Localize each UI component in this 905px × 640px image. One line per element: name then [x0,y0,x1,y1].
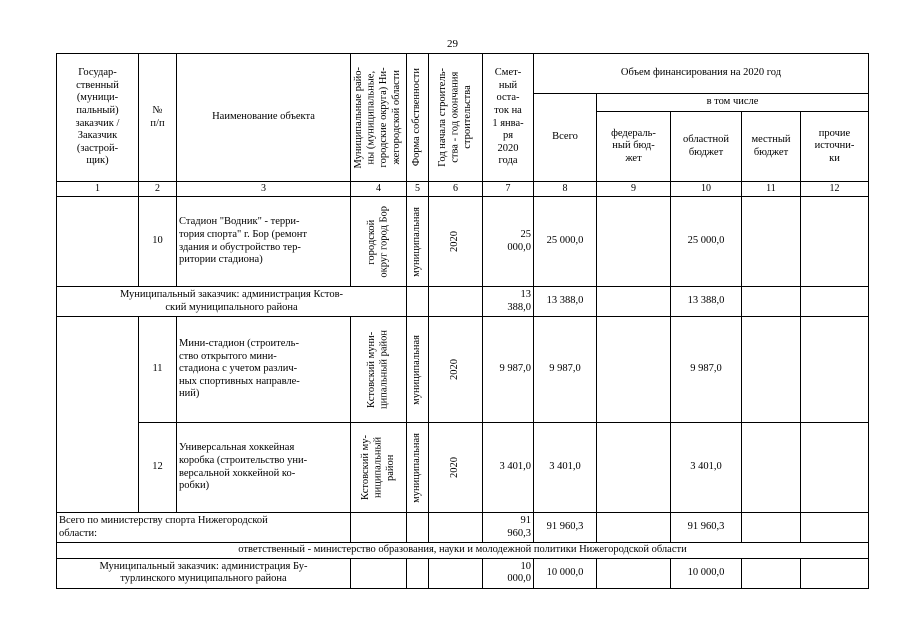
cell-balance: 25 000,0 [483,197,534,287]
header-district: Муниципальные райо- ны (муниципальные, городские округа) Ни- жегородской области [353,66,403,169]
cell-federal [597,287,671,317]
cell-year: 2020 [449,231,461,252]
column-number: 4 [351,182,407,197]
cell-district-cell [351,423,407,513]
cell-ownership-cell [407,423,429,513]
column-number: 7 [483,182,534,197]
cell-customer-empty [57,197,139,287]
header-district-cell [351,54,407,182]
cell-balance: 91 960,3 [483,513,534,543]
cell-regional: 3 401,0 [671,423,742,513]
cell-other [801,317,869,423]
cell-ownership: муниципальная [411,334,423,405]
cell-empty [429,513,483,543]
column-number: 1 [57,182,139,197]
cell-regional: 10 000,0 [671,558,742,588]
header-including: в том числе [597,94,869,112]
cell-num: 11 [139,317,177,423]
column-number: 10 [671,182,742,197]
cell-num: 12 [139,423,177,513]
cell-balance: 9 987,0 [483,317,534,423]
cell-federal [597,513,671,543]
header-funding: Объем финансирования на 2020 год [534,54,869,94]
column-number: 5 [407,182,429,197]
header-object-name: Наименование объекта [177,54,351,182]
cell-ownership-cell [407,197,429,287]
cell-num: 10 [139,197,177,287]
header-ownership-cell [407,54,429,182]
header-total: Всего [534,94,597,182]
header-estimated-balance: Смет- ный оста- ток на 1 янва- ря 2020 года [483,54,534,182]
header-ownership: Форма собственности [411,68,423,167]
header-other: прочие источни- ки [801,112,869,182]
table-row [57,543,869,559]
cell-balance: 10 000,0 [483,558,534,588]
column-number-row [57,182,869,197]
financing-table [56,53,869,589]
cell-empty [429,287,483,317]
cell-responsible: ответственный - министерство образования, науки и молодежной политики Нижегородской области [57,543,869,559]
column-number: 8 [534,182,597,197]
cell-total: 25 000,0 [534,197,597,287]
cell-district: городской округ город Бор [365,205,390,278]
cell-local [742,287,801,317]
cell-district-cell [351,197,407,287]
cell-local [742,423,801,513]
header-local: местный бюджет [742,112,801,182]
column-number: 12 [801,182,869,197]
page-number: 29 [447,38,458,50]
cell-regional: 9 987,0 [671,317,742,423]
table-row [57,558,869,588]
header-row [57,54,869,94]
header-years-cell [429,54,483,182]
cell-other [801,558,869,588]
cell-year-cell [429,423,483,513]
cell-balance: 13 388,0 [483,287,534,317]
cell-federal [597,423,671,513]
cell-other [801,423,869,513]
cell-total: 91 960,3 [534,513,597,543]
table-row [57,423,869,513]
cell-customer-label: Муниципальный заказчик: администрация Бу- турлинского муниципального района [57,558,351,588]
cell-empty [407,558,429,588]
column-number: 11 [742,182,801,197]
cell-other [801,197,869,287]
cell-other [801,287,869,317]
cell-ownership: муниципальная [411,432,423,503]
cell-customer-label: Муниципальный заказчик: администрация Кстов- ский муниципального района [57,287,407,317]
cell-year: 2020 [449,359,461,380]
header-federal: федераль- ный бюд- жет [597,112,671,182]
cell-empty [429,558,483,588]
cell-regional: 13 388,0 [671,287,742,317]
cell-total: 13 388,0 [534,287,597,317]
table-row [57,317,869,423]
cell-empty [407,513,429,543]
header-years: Год начала строитель- ства - год окончания строительства [436,68,473,167]
cell-district: Кстовский му- ниципальный район [359,434,396,500]
cell-year-cell [429,197,483,287]
table-row [57,287,869,317]
cell-empty [351,558,407,588]
cell-local [742,197,801,287]
cell-total: 3 401,0 [534,423,597,513]
column-number: 2 [139,182,177,197]
column-number: 6 [429,182,483,197]
cell-ownership-cell [407,317,429,423]
cell-empty [407,287,429,317]
cell-balance: 3 401,0 [483,423,534,513]
cell-other [801,513,869,543]
cell-local [742,558,801,588]
column-number: 9 [597,182,671,197]
cell-ownership: муниципальная [411,206,423,277]
cell-federal [597,317,671,423]
cell-regional: 91 960,3 [671,513,742,543]
cell-federal [597,197,671,287]
cell-object-name: Мини-стадион (строитель- ство открытого мини- стадиона с учетом различ- ных спортивных направле- ний) [177,317,351,423]
cell-federal [597,558,671,588]
cell-local [742,317,801,423]
cell-total: 10 000,0 [534,558,597,588]
cell-year-cell [429,317,483,423]
cell-district: Кстовский муни- ципальный район [365,330,390,409]
cell-empty [351,513,407,543]
header-regional: областной бюджет [671,112,742,182]
cell-total: 9 987,0 [534,317,597,423]
cell-year: 2020 [449,457,461,478]
cell-total-label: Всего по министерству спорта Нижегородской области: [57,513,351,543]
cell-object-name: Стадион "Водник" - терри- тория спорта" г. Бор (ремонт здания и обустройство тер- ритории стадиона) [177,197,351,287]
table-row [57,197,869,287]
cell-customer-empty [57,317,139,513]
column-number: 3 [177,182,351,197]
cell-local [742,513,801,543]
cell-regional: 25 000,0 [671,197,742,287]
header-num: № п/п [139,54,177,182]
table-row [57,513,869,543]
cell-object-name: Универсальная хоккейная коробка (строительство уни- версальной хоккейной ко- робки) [177,423,351,513]
cell-district-cell [351,317,407,423]
header-customer: Государ- ственный (муници- пальный) заказчик / Заказчик (застрой- щик) [57,54,139,182]
